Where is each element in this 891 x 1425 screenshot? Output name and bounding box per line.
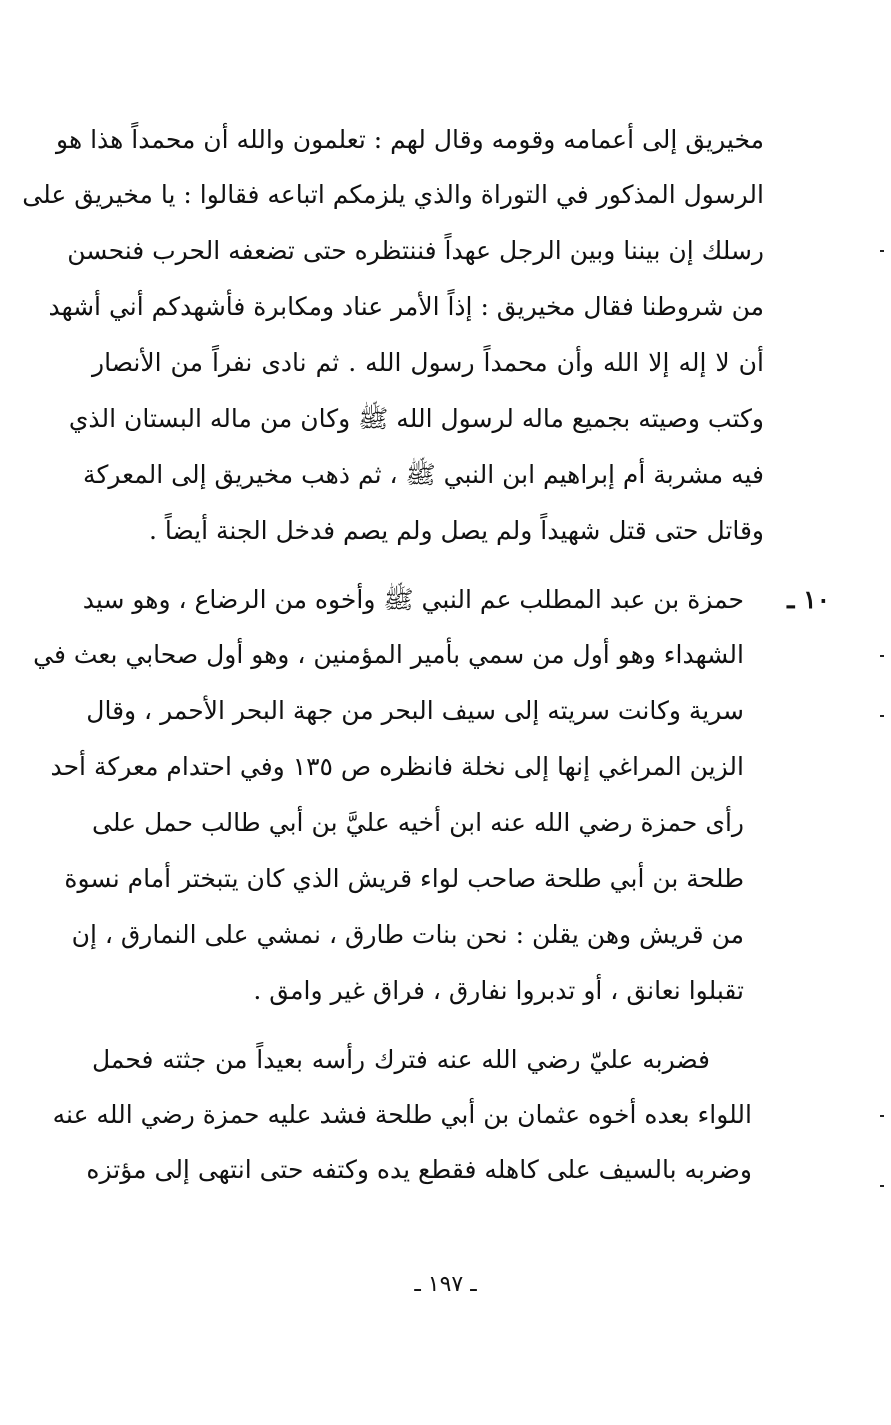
text-line: وضربه بالسيف على كاهله فقطع يده وكتفه حتى انتهى إلى مؤتزه [86,1155,752,1184]
text-line: طلحة بن أبي طلحة صاحب لواء قريش الذي كان يتبختر أمام نسوة [64,864,744,893]
text-line: من شروطنا فقال مخيريق : إذاً الأمر عناد ومكابرة فأشهدكم أني أشهد [48,292,764,321]
page-number: ـ ١٩٧ ـ [414,1272,477,1297]
text-line: مخيريق إلى أعمامه وقومه وقال لهم : تعلمون والله أن محمداً هذا هو [56,125,764,154]
text-line: رأى حمزة رضي الله عنه ابن أخيه عليَّ بن أبي طالب حمل على [92,808,744,837]
text-line: فيه مشربة أم إبراهيم ابن النبي ﷺ ، ثم ذهب مخيريق إلى المعركة [83,460,764,489]
text-line: أن لا إله إلا الله وأن محمداً رسول الله . ثم نادى نفراً من الأنصار [92,348,764,377]
text-line: فضربه عليّ رضي الله عنه فترك رأسه بعيداً من جثته فحمل [92,1045,710,1074]
text-line: الشهداء وهو أول من سمي بأمير المؤمنين ، وهو أول صحابي بعث في [33,640,744,669]
text-line: وقاتل حتى قتل شهيداً ولم يصل ولم يصم فدخل الجنة أيضاً . [148,516,764,545]
scan-mark [880,250,884,252]
text-line: وكتب وصيته بجميع ماله لرسول الله ﷺ وكان من ماله البستان الذي [68,404,764,433]
text-line: اللواء بعده أخوه عثمان بن أبي طلحة فشد عليه حمزة رضي الله عنه [52,1100,752,1129]
text-line: سرية وكانت سريته إلى سيف البحر من جهة البحر الأحمر ، وقال [86,696,744,725]
scan-mark [880,1115,884,1117]
scan-mark [880,715,884,717]
text-line: حمزة بن عبد المطلب عم النبي ﷺ وأخوه من الرضاع ، وهو سيد [82,585,744,614]
text-line: الزين المراغي إنها إلى نخلة فانظره ص ١٣٥ وفي احتدام معركة أحد [50,752,744,781]
text-line: رسلك إن بيننا وبين الرجل عهداً فننتظره حتى تضعفه الحرب فنحسن [67,236,764,265]
scan-mark [880,1185,884,1187]
entry-number: ١٠ ـ [787,585,830,614]
text-line: من قريش وهن يقلن : نحن بنات طارق ، نمشي على النمارق ، إن [71,920,744,949]
scan-mark [880,655,884,657]
text-line: تقبلوا نعانق ، أو تدبروا نفارق ، فراق غير وامق . [253,976,744,1005]
text-line: الرسول المذكور في التوراة والذي يلزمكم اتباعه فقالوا : يا مخيريق على [22,180,764,209]
